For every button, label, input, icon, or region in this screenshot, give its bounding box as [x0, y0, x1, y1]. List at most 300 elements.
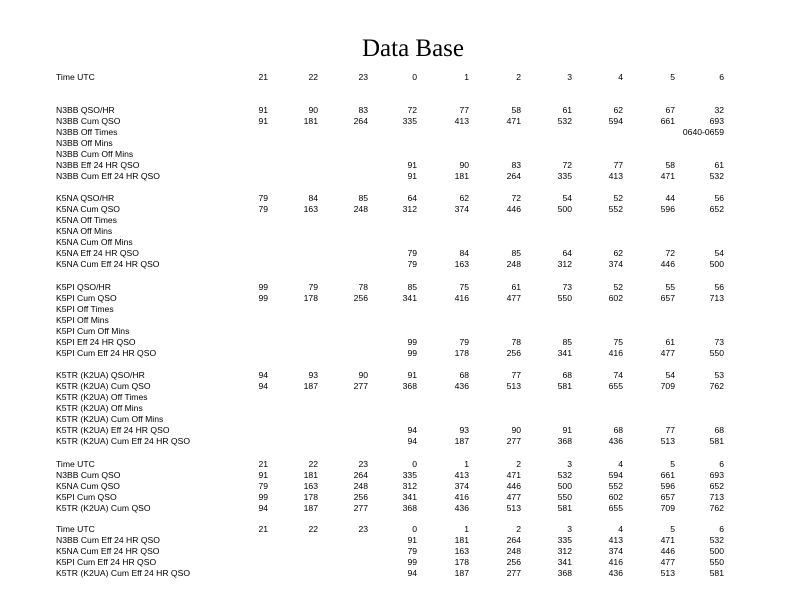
table-cell: 471	[660, 535, 675, 545]
table-cell: 2	[516, 524, 521, 534]
table-cell: 91	[407, 160, 417, 170]
table-cell: 652	[709, 481, 724, 491]
row-label: N3BB QSO/HR	[56, 105, 115, 115]
row-label: K5NA QSO/HR	[56, 193, 115, 203]
row-label: K5NA Cum QSO	[56, 481, 120, 491]
table-cell: 500	[557, 481, 572, 491]
table-cell: 713	[709, 492, 724, 502]
table-cell: 471	[506, 116, 521, 126]
table-cell: 594	[608, 116, 623, 126]
table-cell: 500	[557, 204, 572, 214]
table-row	[0, 215, 800, 226]
row-label: K5PI Cum Eff 24 HR QSO	[56, 557, 157, 567]
table-cell: 1	[464, 72, 469, 82]
table-cell: 341	[402, 492, 417, 502]
table-cell: 52	[613, 282, 623, 292]
table-cell: 657	[660, 492, 675, 502]
table-row	[0, 348, 800, 359]
table-cell: 181	[303, 116, 318, 126]
table-cell: 178	[303, 293, 318, 303]
table-cell: 264	[353, 116, 368, 126]
table-row	[0, 370, 800, 381]
table-cell: 413	[608, 535, 623, 545]
row-label: N3BB Off Mins	[56, 138, 113, 148]
table-cell: 181	[454, 535, 469, 545]
row-label: N3BB Cum Off Mins	[56, 149, 134, 159]
table-cell: 75	[613, 337, 623, 347]
table-cell: 416	[608, 557, 623, 567]
table-cell: 446	[506, 204, 521, 214]
table-cell: 163	[303, 481, 318, 491]
table-cell: 79	[258, 481, 268, 491]
table-cell: 56	[714, 193, 724, 203]
table-cell: 436	[454, 381, 469, 391]
table-cell: 709	[660, 503, 675, 513]
table-cell: 64	[407, 193, 417, 203]
table-cell: 264	[506, 535, 521, 545]
table-cell: 61	[665, 337, 675, 347]
row-label: K5NA Cum Off Mins	[56, 237, 133, 247]
table-cell: 550	[557, 492, 572, 502]
page-title: Data Base	[361, 35, 465, 62]
table-cell: 94	[258, 381, 268, 391]
table-cell: 77	[459, 105, 469, 115]
table-cell: 54	[665, 370, 675, 380]
table-cell: 91	[407, 370, 417, 380]
table-cell: 61	[511, 282, 521, 292]
table-cell: 181	[454, 171, 469, 181]
table-cell: 91	[562, 425, 572, 435]
table-cell: 99	[258, 492, 268, 502]
table-cell: 341	[402, 293, 417, 303]
table-cell: 596	[660, 481, 675, 491]
table-cell: 471	[660, 171, 675, 181]
table-cell: 178	[303, 492, 318, 502]
table-cell: 416	[454, 293, 469, 303]
table-cell: 99	[258, 282, 268, 292]
table-cell: 312	[402, 204, 417, 214]
table-cell: 5	[670, 524, 675, 534]
table-cell: 713	[709, 293, 724, 303]
table-row	[0, 326, 800, 337]
table-row	[0, 524, 800, 535]
table-cell: 72	[562, 160, 572, 170]
table-cell: 68	[562, 370, 572, 380]
table-cell: 181	[303, 470, 318, 480]
table-row	[0, 315, 800, 326]
table-cell: 652	[709, 204, 724, 214]
table-row	[0, 337, 800, 348]
table-row	[0, 293, 800, 304]
table-cell: 552	[608, 204, 623, 214]
table-cell: 477	[506, 293, 521, 303]
table-cell: 436	[608, 568, 623, 578]
table-cell: 655	[608, 503, 623, 513]
table-cell: 416	[454, 492, 469, 502]
table-cell: 513	[506, 503, 521, 513]
table-row	[0, 392, 800, 403]
table-cell: 178	[454, 557, 469, 567]
table-cell: 94	[258, 503, 268, 513]
row-label: K5PI Eff 24 HR QSO	[56, 337, 136, 347]
table-row	[0, 127, 800, 138]
table-cell: 368	[557, 436, 572, 446]
table-cell: 335	[402, 116, 417, 126]
table-cell: 64	[562, 248, 572, 258]
table-row	[0, 282, 800, 293]
table-cell: 436	[454, 503, 469, 513]
table-cell: 22	[308, 459, 318, 469]
table-cell: 341	[557, 348, 572, 358]
row-label: K5TR (K2UA) Cum Eff 24 HR QSO	[56, 568, 191, 578]
table-cell: 335	[557, 535, 572, 545]
table-cell: 2	[516, 72, 521, 82]
table-cell: 99	[407, 557, 417, 567]
table-cell: 61	[714, 160, 724, 170]
table-row	[0, 546, 800, 557]
table-cell: 85	[407, 282, 417, 292]
table-cell: 374	[454, 481, 469, 491]
table-cell: 693	[709, 116, 724, 126]
row-label: K5PI Off Mins	[56, 315, 109, 325]
row-label: K5TR (K2UA) Off Mins	[56, 403, 143, 413]
table-cell: 256	[353, 293, 368, 303]
table-cell: 762	[709, 503, 724, 513]
row-label: K5PI Cum QSO	[56, 293, 117, 303]
table-cell: 68	[714, 425, 724, 435]
table-cell: 413	[454, 470, 469, 480]
table-cell: 693	[709, 470, 724, 480]
table-cell: 602	[608, 492, 623, 502]
table-cell: 77	[665, 425, 675, 435]
table-cell: 513	[506, 381, 521, 391]
table-cell: 74	[613, 370, 623, 380]
table-cell: 94	[407, 425, 417, 435]
table-cell: 277	[353, 503, 368, 513]
table-cell: 709	[660, 381, 675, 391]
table-cell: 83	[358, 105, 368, 115]
table-cell: 416	[608, 348, 623, 358]
table-cell: 335	[557, 171, 572, 181]
table-cell: 374	[608, 259, 623, 269]
table-cell: 532	[557, 116, 572, 126]
table-cell: 368	[402, 381, 417, 391]
table-cell: 91	[407, 171, 417, 181]
table-cell: 312	[557, 259, 572, 269]
table-cell: 477	[506, 492, 521, 502]
table-cell: 532	[709, 535, 724, 545]
table-cell: 550	[557, 293, 572, 303]
table-cell: 94	[407, 436, 417, 446]
table-cell: 312	[402, 481, 417, 491]
table-cell: 3	[567, 72, 572, 82]
table-row	[0, 568, 800, 579]
table-cell: 163	[303, 204, 318, 214]
table-cell: 248	[353, 481, 368, 491]
table-row	[0, 481, 800, 492]
table-cell: 187	[303, 381, 318, 391]
table-cell: 85	[358, 193, 368, 203]
table-cell: 79	[459, 337, 469, 347]
row-label: K5TR (K2UA) Cum Eff 24 HR QSO	[56, 436, 191, 446]
table-cell: 581	[709, 436, 724, 446]
table-cell: 91	[258, 470, 268, 480]
table-cell: 1	[464, 524, 469, 534]
table-row	[0, 492, 800, 503]
table-cell: 513	[660, 436, 675, 446]
table-cell: 5	[670, 72, 675, 82]
row-label: K5TR (K2UA) Cum QSO	[56, 503, 151, 513]
row-label: K5NA Cum QSO	[56, 204, 120, 214]
table-cell: 91	[407, 535, 417, 545]
table-cell: 552	[608, 481, 623, 491]
table-cell: 99	[407, 348, 417, 358]
table-cell: 58	[665, 160, 675, 170]
table-cell: 21	[258, 459, 268, 469]
table-cell: 6	[719, 459, 724, 469]
table-cell: 594	[608, 470, 623, 480]
table-cell: 61	[562, 105, 572, 115]
row-label: K5TR (K2UA) Eff 24 HR QSO	[56, 425, 170, 435]
table-cell: 22	[308, 72, 318, 82]
row-label: K5PI Cum QSO	[56, 492, 117, 502]
table-cell: 446	[660, 546, 675, 556]
row-label: K5NA Eff 24 HR QSO	[56, 248, 139, 258]
table-cell: 68	[613, 425, 623, 435]
table-cell: 0	[412, 524, 417, 534]
table-cell: 78	[358, 282, 368, 292]
table-cell: 91	[258, 105, 268, 115]
row-label: Time UTC	[56, 524, 95, 534]
table-row	[0, 459, 800, 470]
row-label: K5TR (K2UA) Off Times	[56, 392, 148, 402]
table-cell: 277	[506, 568, 521, 578]
row-label: N3BB Cum Eff 24 HR QSO	[56, 535, 160, 545]
table-cell: 312	[557, 546, 572, 556]
table-cell: 93	[459, 425, 469, 435]
table-cell: 256	[353, 492, 368, 502]
row-label: N3BB Cum QSO	[56, 116, 121, 126]
table-cell: 1	[464, 459, 469, 469]
row-label: K5PI Off Times	[56, 304, 114, 314]
table-cell: 256	[506, 557, 521, 567]
table-cell: 2	[516, 459, 521, 469]
table-row	[0, 470, 800, 481]
table-cell: 56	[714, 282, 724, 292]
row-label: Time UTC	[56, 72, 95, 82]
table-cell: 178	[454, 348, 469, 358]
table-row	[0, 259, 800, 270]
table-cell: 163	[454, 546, 469, 556]
row-label: K5PI Cum Off Mins	[56, 326, 130, 336]
table-row	[0, 160, 800, 171]
row-label: K5TR (K2UA) QSO/HR	[56, 370, 145, 380]
table-cell: 264	[353, 470, 368, 480]
table-cell: 91	[258, 116, 268, 126]
table-cell: 6	[719, 524, 724, 534]
table-cell: 277	[353, 381, 368, 391]
table-row	[0, 105, 800, 116]
table-cell: 83	[511, 160, 521, 170]
row-label: K5NA Off Times	[56, 215, 117, 225]
table-cell: 54	[562, 193, 572, 203]
table-cell: 4	[618, 459, 623, 469]
table-cell: 500	[709, 259, 724, 269]
table-row	[0, 204, 800, 215]
table-cell: 84	[459, 248, 469, 258]
row-label: Time UTC	[56, 459, 95, 469]
table-cell: 413	[608, 171, 623, 181]
table-row	[0, 557, 800, 568]
table-row	[0, 193, 800, 204]
table-cell: 44	[665, 193, 675, 203]
table-cell: 661	[660, 470, 675, 480]
table-cell: 513	[660, 568, 675, 578]
row-label: N3BB Off Times	[56, 127, 118, 137]
table-cell: 73	[714, 337, 724, 347]
table-cell: 248	[506, 259, 521, 269]
table-cell: 277	[506, 436, 521, 446]
table-cell: 4	[618, 524, 623, 534]
table-cell: 79	[258, 193, 268, 203]
table-cell: 58	[511, 105, 521, 115]
row-label: K5PI Cum Eff 24 HR QSO	[56, 348, 157, 358]
table-cell: 341	[557, 557, 572, 567]
table-cell: 5	[670, 459, 675, 469]
table-cell: 75	[459, 282, 469, 292]
table-cell: 62	[613, 105, 623, 115]
table-cell: 762	[709, 381, 724, 391]
table-cell: 163	[454, 259, 469, 269]
table-row	[0, 138, 800, 149]
table-cell: 581	[557, 503, 572, 513]
table-cell: 79	[258, 204, 268, 214]
table-cell: 187	[454, 436, 469, 446]
table-cell: 94	[258, 370, 268, 380]
table-cell: 85	[562, 337, 572, 347]
table-cell: 85	[511, 248, 521, 258]
table-cell: 655	[608, 381, 623, 391]
table-cell: 335	[402, 470, 417, 480]
row-label: N3BB Cum Eff 24 HR QSO	[56, 171, 160, 181]
table-cell: 79	[407, 546, 417, 556]
table-cell: 22	[308, 524, 318, 534]
table-cell: 264	[506, 171, 521, 181]
table-cell: 77	[511, 370, 521, 380]
table-cell: 248	[506, 546, 521, 556]
table-row	[0, 149, 800, 160]
off-times-value: 0640-0659	[682, 127, 724, 137]
table-cell: 374	[454, 204, 469, 214]
table-cell: 550	[709, 557, 724, 567]
table-cell: 0	[412, 459, 417, 469]
table-cell: 550	[709, 348, 724, 358]
table-cell: 72	[665, 248, 675, 258]
table-cell: 256	[506, 348, 521, 358]
table-cell: 581	[709, 568, 724, 578]
table-cell: 21	[258, 524, 268, 534]
table-row	[0, 381, 800, 392]
table-cell: 21	[258, 72, 268, 82]
table-cell: 73	[562, 282, 572, 292]
table-cell: 602	[608, 293, 623, 303]
table-cell: 446	[506, 481, 521, 491]
table-cell: 79	[308, 282, 318, 292]
table-cell: 53	[714, 370, 724, 380]
row-label: K5PI QSO/HR	[56, 282, 111, 292]
table-row	[0, 436, 800, 447]
table-cell: 90	[511, 425, 521, 435]
row-label: K5NA Cum Eff 24 HR QSO	[56, 546, 160, 556]
table-cell: 62	[613, 248, 623, 258]
table-cell: 368	[557, 568, 572, 578]
table-cell: 23	[358, 72, 368, 82]
table-cell: 68	[459, 370, 469, 380]
table-cell: 477	[660, 348, 675, 358]
table-cell: 84	[308, 193, 318, 203]
table-cell: 187	[303, 503, 318, 513]
table-cell: 79	[407, 248, 417, 258]
table-row	[0, 425, 800, 436]
table-cell: 187	[454, 568, 469, 578]
table-cell: 6	[719, 72, 724, 82]
table-cell: 446	[660, 259, 675, 269]
table-row	[0, 116, 800, 127]
table-cell: 93	[308, 370, 318, 380]
table-cell: 52	[613, 193, 623, 203]
table-cell: 72	[407, 105, 417, 115]
table-cell: 90	[358, 370, 368, 380]
table-cell: 532	[709, 171, 724, 181]
table-cell: 90	[459, 160, 469, 170]
table-cell: 62	[459, 193, 469, 203]
table-cell: 500	[709, 546, 724, 556]
table-cell: 79	[407, 259, 417, 269]
table-row	[0, 304, 800, 315]
table-row	[0, 248, 800, 259]
table-cell: 4	[618, 72, 623, 82]
table-cell: 532	[557, 470, 572, 480]
table-cell: 54	[714, 248, 724, 258]
row-label: K5TR (K2UA) Cum QSO	[56, 381, 151, 391]
table-cell: 3	[567, 524, 572, 534]
table-row	[0, 414, 800, 425]
table-cell: 55	[665, 282, 675, 292]
row-label: K5TR (K2UA) Cum Off Mins	[56, 414, 164, 424]
table-row	[0, 171, 800, 182]
table-cell: 3	[567, 459, 572, 469]
table-cell: 436	[608, 436, 623, 446]
table-cell: 23	[358, 459, 368, 469]
row-label: N3BB Eff 24 HR QSO	[56, 160, 140, 170]
table-cell: 471	[506, 470, 521, 480]
row-label: N3BB Cum QSO	[56, 470, 121, 480]
table-cell: 32	[714, 105, 724, 115]
row-label: K5NA Off Mins	[56, 226, 113, 236]
table-row	[0, 503, 800, 514]
table-cell: 248	[353, 204, 368, 214]
table-cell: 0	[412, 72, 417, 82]
table-cell: 94	[407, 568, 417, 578]
table-cell: 77	[613, 160, 623, 170]
table-cell: 374	[608, 546, 623, 556]
table-cell: 67	[665, 105, 675, 115]
table-cell: 413	[454, 116, 469, 126]
table-cell: 657	[660, 293, 675, 303]
table-cell: 661	[660, 116, 675, 126]
table-cell: 99	[258, 293, 268, 303]
table-row	[0, 403, 800, 414]
